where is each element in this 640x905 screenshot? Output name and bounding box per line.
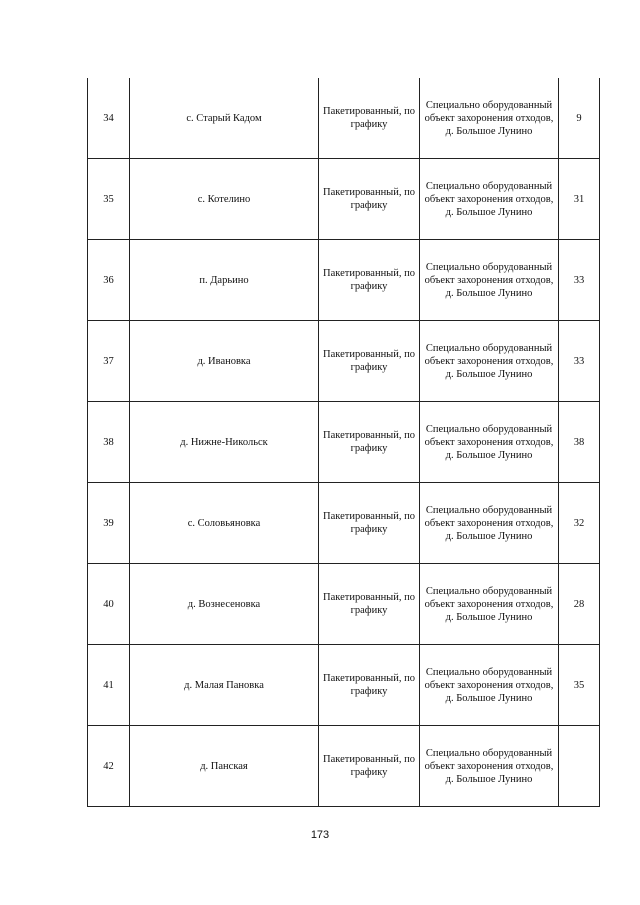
row-number: 34: [88, 78, 130, 159]
disposal-site: Специально оборудованный объект захоронения отходов, д. Большое Лунино: [420, 159, 559, 240]
distance-km: 33: [559, 321, 600, 402]
disposal-site: Специально оборудованный объект захоронения отходов, д. Большое Лунино: [420, 645, 559, 726]
row-number: 40: [88, 564, 130, 645]
collection-method: Пакетированный, по графику: [319, 402, 420, 483]
row-number: 38: [88, 402, 130, 483]
settlement-name: с. Соловьяновка: [130, 483, 319, 564]
table-row: [88, 78, 600, 159]
table-row: [88, 159, 600, 240]
distance-km: [559, 726, 600, 807]
disposal-site: Специально оборудованный объект захоронения отходов, д. Большое Лунино: [420, 402, 559, 483]
settlement-name: д. Ивановка: [130, 321, 319, 402]
settlement-name: д. Вознесеновка: [130, 564, 319, 645]
page-number: 173: [310, 829, 330, 841]
row-number: 41: [88, 645, 130, 726]
distance-km: 28: [559, 564, 600, 645]
row-number: 42: [88, 726, 130, 807]
settlement-name: д. Панская: [130, 726, 319, 807]
table-row: [88, 483, 600, 564]
table-row: [88, 564, 600, 645]
settlement-name: д. Малая Пановка: [130, 645, 319, 726]
collection-method: Пакетированный, по графику: [319, 645, 420, 726]
row-number: 36: [88, 240, 130, 321]
table-body: [88, 78, 600, 807]
collection-method: Пакетированный, по графику: [319, 78, 420, 159]
distance-km: 31: [559, 159, 600, 240]
table-row: [88, 645, 600, 726]
collection-method: Пакетированный, по графику: [319, 321, 420, 402]
distance-km: 38: [559, 402, 600, 483]
settlement-name: с. Старый Кадом: [130, 78, 319, 159]
collection-method: Пакетированный, по графику: [319, 564, 420, 645]
row-number: 35: [88, 159, 130, 240]
distance-km: 35: [559, 645, 600, 726]
collection-method: Пакетированный, по графику: [319, 726, 420, 807]
collection-method: Пакетированный, по графику: [319, 240, 420, 321]
settlement-name: с. Котелино: [130, 159, 319, 240]
disposal-site: Специально оборудованный объект захоронения отходов, д. Большое Лунино: [420, 321, 559, 402]
collection-method: Пакетированный, по графику: [319, 483, 420, 564]
settlement-name: д. Нижне-Никольск: [130, 402, 319, 483]
collection-method: Пакетированный, по графику: [319, 159, 420, 240]
table-row: [88, 402, 600, 483]
table-row: [88, 321, 600, 402]
table-row: [88, 726, 600, 807]
table-row: [88, 240, 600, 321]
disposal-site: Специально оборудованный объект захоронения отходов, д. Большое Лунино: [420, 78, 559, 159]
distance-km: 33: [559, 240, 600, 321]
disposal-site: Специально оборудованный объект захоронения отходов, д. Большое Лунино: [420, 726, 559, 807]
distance-km: 32: [559, 483, 600, 564]
disposal-site: Специально оборудованный объект захоронения отходов, д. Большое Лунино: [420, 564, 559, 645]
disposal-site: Специально оборудованный объект захоронения отходов, д. Большое Лунино: [420, 483, 559, 564]
row-number: 39: [88, 483, 130, 564]
settlement-name: п. Дарьино: [130, 240, 319, 321]
distance-km: 9: [559, 78, 600, 159]
disposal-site: Специально оборудованный объект захоронения отходов, д. Большое Лунино: [420, 240, 559, 321]
row-number: 37: [88, 321, 130, 402]
waste-collection-table: [87, 78, 600, 807]
